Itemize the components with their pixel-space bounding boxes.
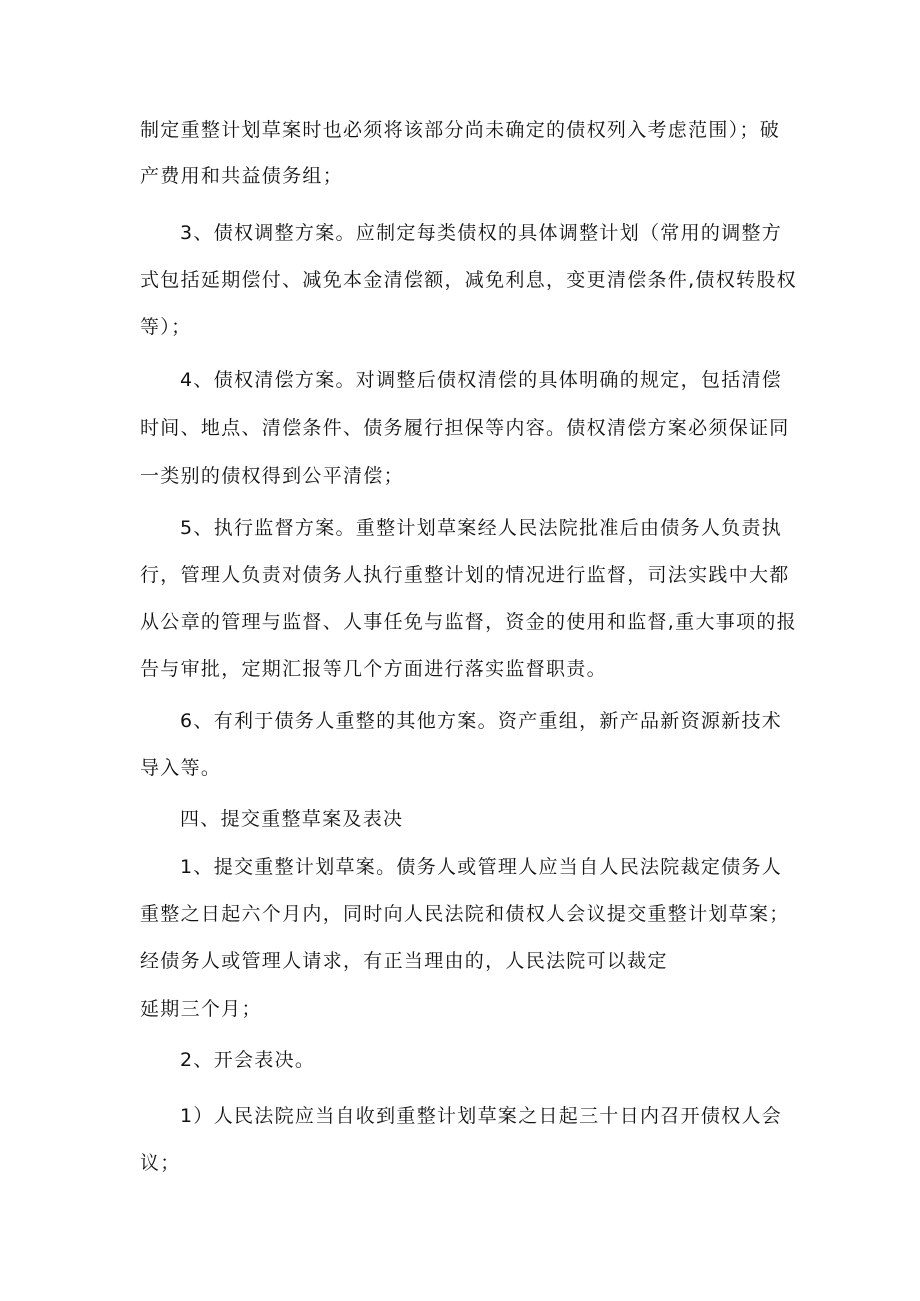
text-line: 式包括延期偿付、减免本金清偿额，减免利息，变更清偿条件,债权转股权 <box>140 269 797 291</box>
text-line: 从公章的管理与监督、人事任免与监督，资金的使用和监督,重大事项的报 <box>140 611 797 633</box>
section-heading: 四、提交重整草案及表决 <box>180 808 404 830</box>
text-line: 重整之日起六个月内，同时向人民法院和债权人会议提交重整计划草案； <box>140 903 790 925</box>
text-line: 导入等。 <box>140 757 222 779</box>
text-line: 产费用和共益债务组； <box>140 165 344 187</box>
text-line: 行，管理人负责对债务人执行重整计划的情况进行监督，司法实践中大都 <box>140 564 790 586</box>
text-line: 1、提交重整计划草案。债务人或管理人应当自人民法院裁定债务人 <box>180 856 783 878</box>
text-line: 告与审批，定期汇报等几个方面进行落实监督职责。 <box>140 658 607 680</box>
text-line: 6、有利于债务人重整的其他方案。资产重组，新产品新资源新技术 <box>180 710 783 732</box>
text-line: 延期三个月； <box>140 998 262 1020</box>
text-line: 一类别的债权得到公平清偿； <box>140 465 404 487</box>
text-line: 1）人民法院应当自收到重整计划草案之日起三十日内召开债权人会 <box>180 1105 783 1127</box>
text-line: 时间、地点、清偿条件、债务履行担保等内容。债权清偿方案必须保证同 <box>140 417 790 439</box>
text-line: 制定重整计划草案时也必须将该部分尚未确定的债权列入考虑范围）；破 <box>140 119 781 141</box>
text-line: 5、执行监督方案。重整计划草案经人民法院批准后由债务人负责执 <box>180 517 783 539</box>
text-line: 4、债权清偿方案。对调整后债权清偿的具体明确的规定，包括清偿 <box>180 369 783 391</box>
text-line: 等）； <box>140 316 192 338</box>
text-line: 议； <box>140 1152 181 1174</box>
text-line: 经债务人或管理人请求，有正当理由的，人民法院可以裁定 <box>140 950 668 972</box>
text-line: 3、债权调整方案。应制定每类债权的具体调整计划（常用的调整方 <box>180 222 783 244</box>
text-line: 2、开会表决。 <box>180 1049 316 1071</box>
